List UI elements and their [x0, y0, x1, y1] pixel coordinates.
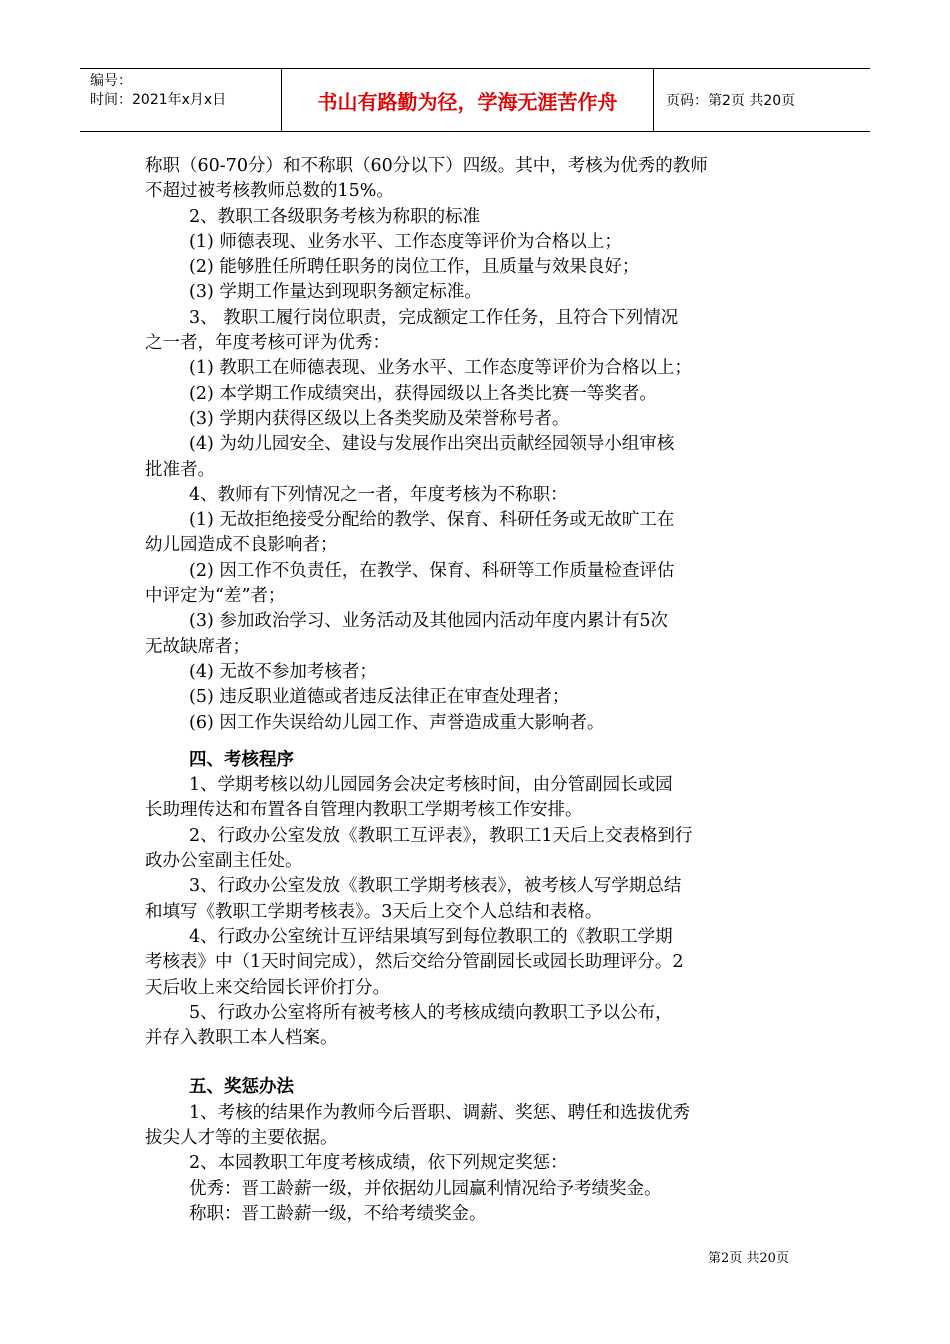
text-line: (3) 参加政治学习、业务活动及其他园内活动年度内累计有5次 [189, 611, 668, 632]
document-number-label: 编号： [90, 73, 132, 89]
text-line: 天后收上来交给园长评价打分。 [145, 977, 390, 998]
text-line: 2、行政办公室发放《教职工互评表》，教职工1天后上交表格到行 [189, 825, 693, 846]
text-line: (1) 无故拒绝接受分配给的教学、保育、科研任务或无故旷工在 [189, 510, 675, 531]
text-line: 2、本园教职工年度考核成绩，依下列规定奖惩： [189, 1153, 568, 1174]
text-line: (2) 本学期工作成绩突出，获得园级以上各类比赛一等奖者。 [189, 383, 657, 404]
text-line: 1、考核的结果作为教师今后晋职、调薪、奖惩、聘任和选拔优秀 [189, 1102, 691, 1123]
text-line: 称职（60-70分）和不称职（60分以下）四级。其中，考核为优秀的教师 [145, 156, 708, 176]
text-line: (3) 学期工作量达到现职务额定标准。 [189, 282, 482, 303]
text-line: 长助理传达和布置各自管理内教职工学期考核工作安排。 [145, 800, 583, 821]
text-line: (2) 能够胜任所聘任职务的岗位工作，且质量与效果良好； [189, 257, 640, 278]
text-line: 4、行政办公室统计互评结果填写到每位教职工的《教职工学期 [189, 926, 673, 947]
text-line: 不超过被考核教师总数的15%。 [145, 181, 394, 202]
text-line: 拔尖人才等的主要依据。 [145, 1127, 338, 1148]
text-line: (6) 因工作失误给幼儿园工作、声誉造成重大影响者。 [189, 712, 605, 733]
text-line: (4) 为幼儿园安全、建设与发展作出突出贡献经园领导小组审核 [189, 434, 675, 455]
section-heading: 五、奖惩办法 [189, 1077, 294, 1098]
text-line: 5、行政办公室将所有被考核人的考核成绩向教职工予以公布， [189, 1002, 673, 1023]
document-body [145, 154, 825, 1227]
text-line: 1、学期考核以幼儿园园务会决定考核时间，由分管副园长或园 [189, 775, 673, 796]
text-line: 无故缺席者； [145, 636, 250, 657]
text-line: 优秀：晋工龄薪一级，并依据幼儿园赢利情况给予考绩奖金。 [189, 1178, 662, 1199]
text-line: 并存入教职工本人档案。 [145, 1028, 338, 1049]
header-page-info: 页码：第2页 共20页 [666, 93, 796, 109]
document-date: 时间：2021年x月x日 [90, 92, 227, 108]
text-line: 中评定为“差”者； [145, 586, 286, 607]
section-heading: 四、考核程序 [189, 749, 294, 770]
text-line: (5) 违反职业道德或者违反法律正在审查处理者； [189, 687, 570, 708]
text-line: 考核表》中（1天时间完成），然后交给分管副园长或园长助理评分。2 [145, 952, 684, 973]
text-line: (1) 教职工在师德表现、业务水平、工作态度等评价为合格以上； [189, 358, 692, 379]
text-line: 3、 教职工履行岗位职责，完成额定工作任务，且符合下列情况 [189, 307, 679, 328]
text-line: (3) 学期内获得区级以上各类奖励及荣誉称号者。 [189, 408, 570, 429]
text-line: (1) 师德表现、业务水平、工作态度等评价为合格以上； [189, 231, 622, 252]
text-line: 3、行政办公室发放《教职工学期考核表》，被考核人写学期总结 [189, 876, 682, 897]
text-line: 4、教师有下列情况之一者，年度考核为不称职： [189, 484, 568, 505]
text-line: 政办公室副主任处。 [145, 851, 303, 872]
text-line: (4) 无故不参加考核者； [189, 661, 377, 682]
page-footer: 第2页 共20页 [708, 1251, 789, 1266]
text-line: 和填写《教职工学期考核表》。3天后上交个人总结和表格。 [145, 901, 603, 922]
header-motto: 书山有路勤为径，学海无涯苦作舟 [282, 69, 654, 131]
text-line: 幼儿园造成不良影响者； [145, 535, 338, 556]
header-meta [80, 69, 282, 131]
text-line: 批准者。 [145, 459, 215, 480]
text-line: 称职：晋工龄薪一级，不给考绩奖金。 [189, 1203, 487, 1224]
text-line: 之一者，年度考核可评为优秀： [145, 333, 390, 354]
page-header [80, 68, 870, 132]
text-line: (2) 因工作不负责任，在教学、保育、科研等工作质量检查评估 [189, 560, 675, 581]
text-line: 2、教职工各级职务考核为称职的标准 [189, 206, 481, 227]
